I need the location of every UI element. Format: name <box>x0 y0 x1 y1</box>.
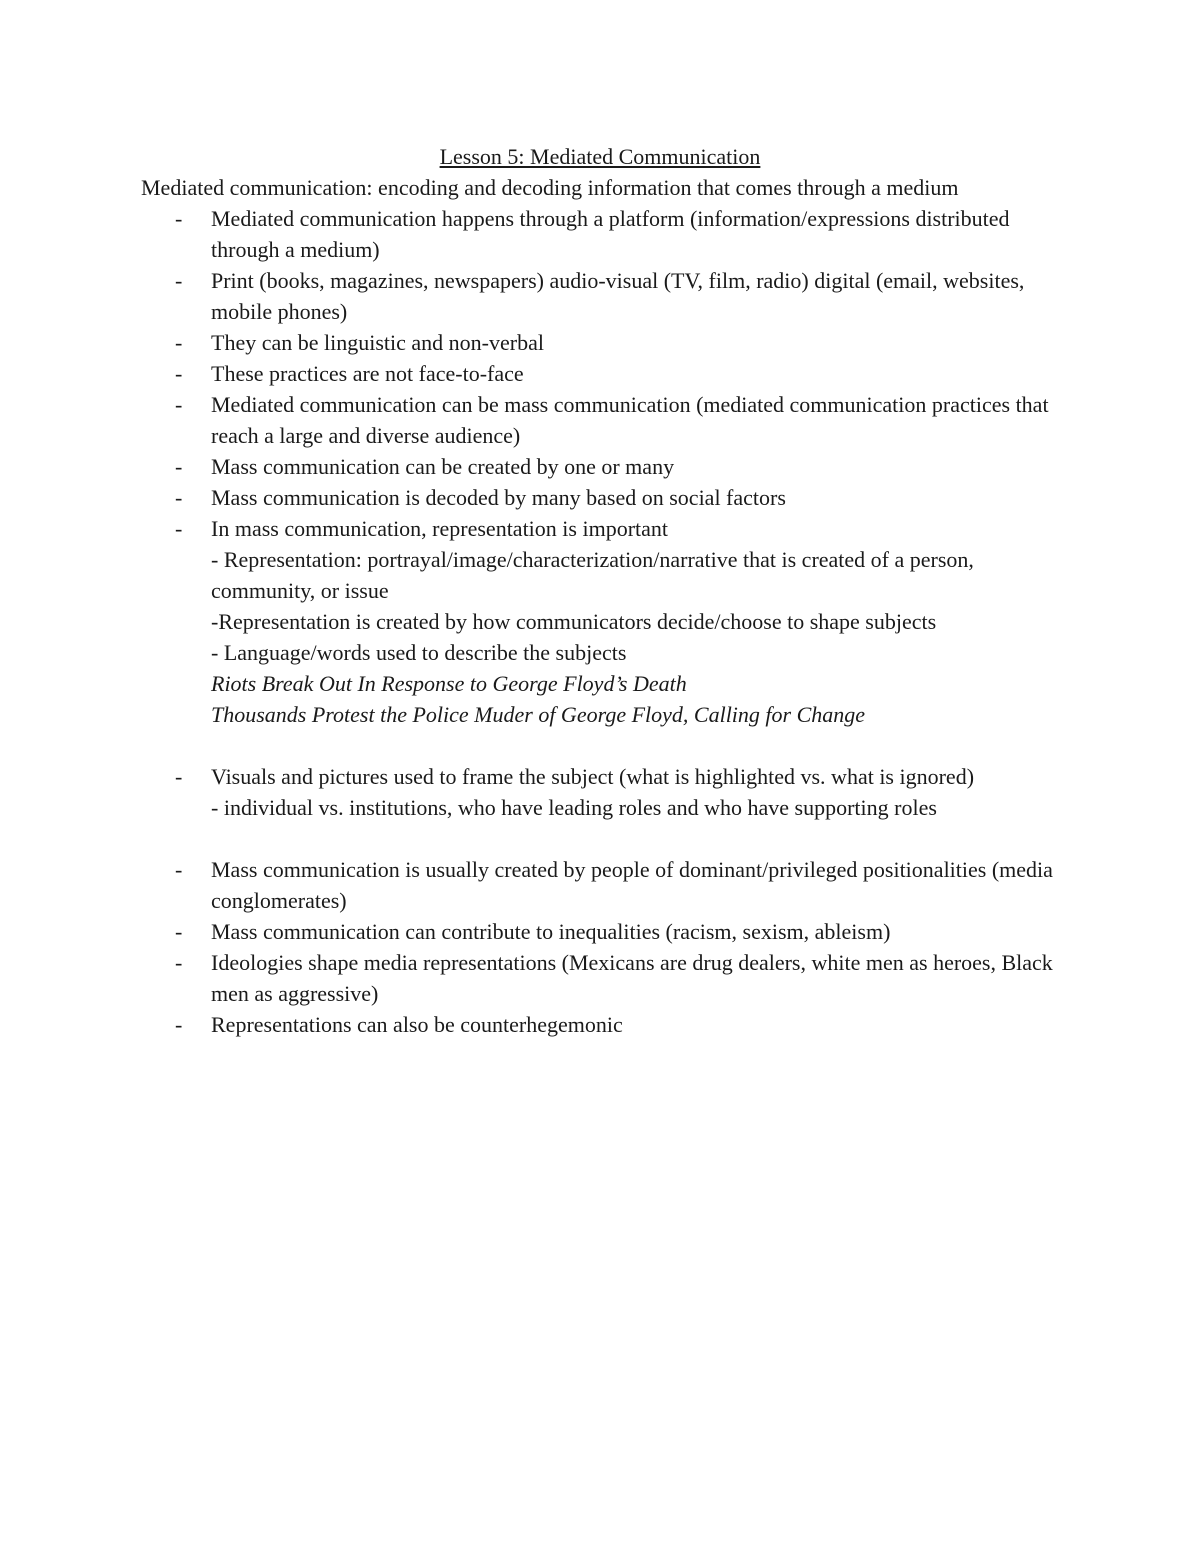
list-item: - Representations can also be counterhegemonic <box>0 1009 1200 1040</box>
spacer <box>0 823 1200 854</box>
bullet-dash: - <box>175 268 183 293</box>
representation-note: - Language/words used to describe the subjects <box>211 640 627 665</box>
bullet-dash: - <box>175 516 183 541</box>
list-item: - Mass communication is decoded by many based on social factors <box>0 482 1200 513</box>
list-item: - Print (books, magazines, newspapers) audio-visual (TV, film, radio) digital (email, websites, mobile phones) <box>0 265 1200 327</box>
bullet-dash: - <box>175 950 183 975</box>
bullet-dash: - <box>175 857 183 882</box>
list-item: - In mass communication, representation is important <box>0 513 1200 544</box>
list-item: - They can be linguistic and non-verbal <box>0 327 1200 358</box>
list-item: - Ideologies shape media representations (Mexicans are drug dealers, white men as heroes, Black men as aggressive) <box>0 947 1200 1009</box>
list-item: - Visuals and pictures used to frame the subject (what is highlighted vs. what is ignored) <box>0 761 1200 792</box>
visuals-note: - individual vs. institutions, who have leading roles and who have supporting roles <box>211 795 937 820</box>
headline-example: Riots Break Out In Response to George Floyd’s Death <box>211 671 687 696</box>
list-item: - Mass communication is usually created by people of dominant/privileged positionalities (media conglomerates) <box>0 854 1200 916</box>
notes-list <box>0 203 1200 1040</box>
bullet-dash: - <box>175 764 183 789</box>
list-item: - These practices are not face-to-face <box>0 358 1200 389</box>
bullet-dash: - <box>175 454 183 479</box>
page-title: Lesson 5: Mediated Communication <box>439 144 761 169</box>
bullet-dash: - <box>175 361 183 386</box>
bullet-dash: - <box>175 485 183 510</box>
representation-note: - Representation: portrayal/image/characterization/narrative that is created of a person, community, or issue <box>211 547 974 603</box>
list-item: - Mass communication can contribute to inequalities (racism, sexism, ableism) <box>0 916 1200 947</box>
list-item: - Mediated communication can be mass communication (mediated communication practices that reach a large and diverse audience) <box>0 389 1200 451</box>
bullet-dash: - <box>175 919 183 944</box>
intro-definition: Mediated communication: encoding and decoding information that comes through a medium <box>141 175 959 200</box>
spacer <box>0 730 1200 761</box>
representation-note: -Representation is created by how communicators decide/choose to shape subjects <box>211 609 937 634</box>
bullet-dash: - <box>175 1012 183 1037</box>
headline-example: Thousands Protest the Police Muder of George Floyd, Calling for Change <box>211 702 866 727</box>
list-item: - Mediated communication happens through a platform (information/expressions distributed through a medium) <box>0 203 1200 265</box>
bullet-dash: - <box>175 330 183 355</box>
bullet-dash: - <box>175 392 183 417</box>
bullet-dash: - <box>175 206 183 231</box>
list-item: - Mass communication can be created by one or many <box>0 451 1200 482</box>
